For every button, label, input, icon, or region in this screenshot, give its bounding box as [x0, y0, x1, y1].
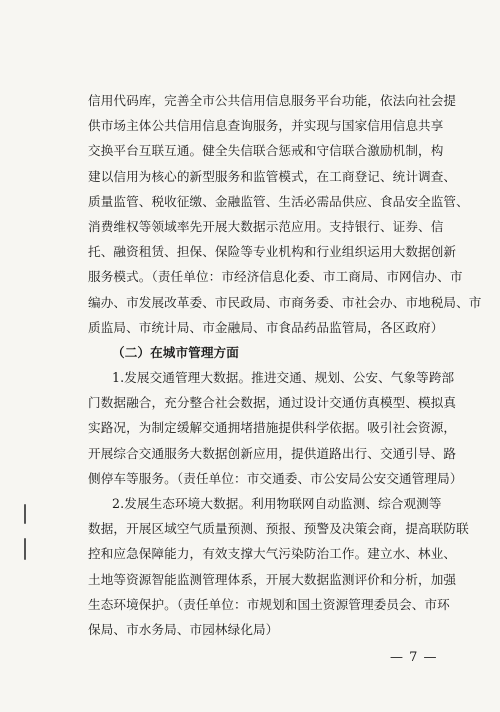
text-line: 门数据融合，充分整合社会数据，通过设计交通仿真模型、模拟真 — [88, 395, 457, 411]
text-line: 控和应急保障能力，有效支撑大气污染防治工作。建立水、林业、 — [88, 546, 457, 562]
paragraph-start: 1.发展交通管理大数据。推进交通、规划、公安、气象等跨部 — [112, 370, 455, 386]
text-line: 土地等资源智能监测管理体系，开展大数据监测评价和分析，加强 — [88, 571, 457, 587]
text-line: 实路况，为制定缓解交通拥堵措施提供科学依据。吸引社会资源， — [88, 420, 457, 436]
text-line: 交换平台互联互通。健全失信联合惩戒和守信联合激励机制，构 — [88, 143, 444, 159]
binding-hole-mark — [22, 504, 28, 562]
section-heading: （二）在城市管理方面 — [112, 344, 239, 360]
paragraph-start: 2.发展生态环境大数据。利用物联网自动监测、综合观测等 — [112, 496, 442, 511]
page-number: — 7 — — [390, 650, 438, 665]
text-line: 服务模式。（责任单位：市经济信息化委、市工商局、市网信办、市 — [88, 269, 463, 285]
body-text — [88, 88, 482, 642]
text-line: 开展综合交通服务大数据创新应用，提供道路出行、交通引导、路 — [88, 445, 457, 461]
text-line: 质监局、市统计局、市金融局、市食品药品监管局，各区政府） — [88, 319, 444, 335]
text-line: 质量监管、税收征缴、金融监管、生活必需品供应、食品安全监管、 — [88, 193, 469, 209]
text-line: 数据，开展区域空气质量预测、预报、预警及决策会商，提高联防联 — [88, 521, 469, 537]
text-line: 编办、市发展改革委、市民政局、市商务委、市社会办、市地税局、市 — [88, 294, 482, 310]
text-line: 供市场主体公共信用信息查询服务，并实现与国家信用信息共享 — [88, 118, 444, 134]
text-line: 信用代码库，完善全市公共信用信息服务平台功能，依法向社会提 — [88, 93, 457, 108]
text-line: 建以信用为核心的新型服务和监管模式，在工商登记、统计调查、 — [88, 168, 457, 184]
text-line: 生态环境保护。（责任单位：市规划和国土资源管理委员会、市环 — [88, 596, 450, 612]
text-line: 侧停车等服务。（责任单位：市交通委、市公安局公安交通管理局） — [88, 470, 463, 486]
text-line: 消费维权等领域率先开展大数据示范应用。支持银行、证券、信 — [88, 218, 444, 234]
text-line: 保局、市水务局、市园林绿化局） — [88, 621, 279, 637]
text-line: 托、融资租赁、担保、保险等专业机构和行业组织运用大数据创新 — [88, 244, 457, 260]
